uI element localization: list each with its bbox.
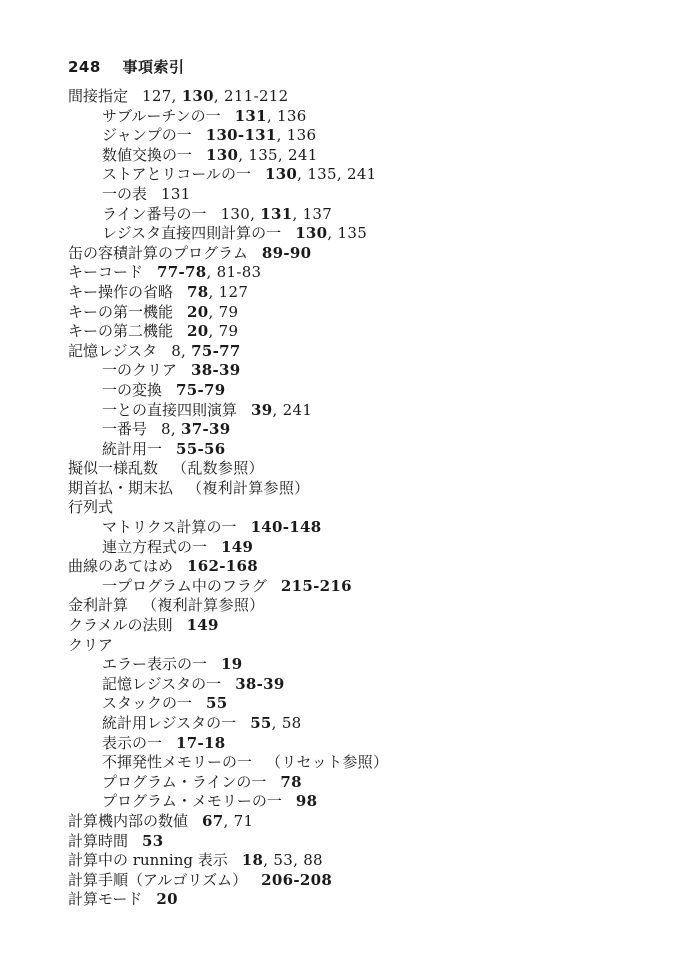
index-subentry: [68, 224, 668, 244]
index-page-refs: 130, 135: [295, 224, 368, 243]
index-entry: [68, 812, 668, 832]
index-entry: [68, 498, 668, 518]
index-term: 計算時間: [68, 831, 129, 850]
index-term: 記憶レジスタ: [68, 341, 158, 360]
index-page-refs: 130, 131, 137: [220, 204, 333, 223]
index-page-refs: 19: [221, 655, 243, 674]
index-term: 行列式: [68, 498, 114, 517]
index-subentry: [68, 165, 668, 185]
index-term: クリア: [68, 635, 114, 654]
index-page-refs: （リセット参照）: [266, 753, 389, 772]
index-term: プログラム・ラインの一: [102, 772, 267, 791]
index-subentry: [68, 401, 668, 421]
index-entry: [68, 459, 668, 479]
index-page-refs: 8, 37-39: [161, 420, 231, 439]
index-page-refs: 130-131, 136: [205, 126, 317, 145]
index-term: エラー表示の一: [102, 655, 208, 674]
index-page-refs: 89-90: [261, 243, 312, 262]
index-entry-list: [68, 87, 668, 910]
index-page-refs: 77-78, 81-83: [157, 263, 262, 282]
index-page-refs: 140-148: [250, 518, 322, 537]
index-subentry: [68, 185, 668, 205]
index-entry: [68, 479, 668, 499]
page-title: 事項索引: [122, 58, 185, 76]
index-page-refs: 53: [142, 831, 164, 850]
index-page-refs: 78, 127: [187, 282, 249, 301]
index-entry: [68, 263, 668, 283]
index-term: 缶の容積計算のプログラム: [68, 243, 248, 262]
index-term: キーコード: [68, 263, 144, 282]
index-page-refs: （複利計算参照）: [142, 596, 265, 615]
index-page-refs: 18, 53, 88: [241, 851, 323, 870]
index-subentry: [68, 518, 668, 538]
index-term: 期首払・期末払: [68, 478, 174, 497]
index-entry: [68, 636, 668, 656]
index-term: キーの第一機能: [68, 302, 174, 321]
index-page-refs: 55, 58: [250, 714, 302, 732]
index-entry: [68, 244, 668, 264]
index-subentry: [68, 440, 668, 460]
index-subentry: [68, 107, 668, 127]
index-entry: [68, 557, 668, 577]
index-term: ストアとリコールの一: [102, 165, 251, 184]
index-term: ライン番号の一: [102, 204, 207, 223]
index-term: 一の変換: [102, 380, 163, 399]
index-subentry: [68, 714, 668, 734]
index-entry: [68, 322, 668, 342]
index-term: 曲線のあてはめ: [68, 557, 174, 576]
index-subentry: [68, 753, 668, 773]
index-term: 計算手順（アルゴリズム）: [68, 870, 248, 889]
index-term: キー操作の省略: [68, 282, 174, 301]
index-term: クラメルの法則: [68, 616, 173, 635]
index-subentry: [68, 126, 668, 146]
index-page-refs: 130, 135, 241: [264, 165, 377, 184]
index-term: キーの第二機能: [68, 322, 174, 341]
index-subentry: [68, 655, 668, 675]
index-entry: [68, 832, 668, 852]
index-subentry: [68, 361, 668, 381]
index-term: 間接指定: [68, 87, 129, 105]
index-page-refs: 78: [280, 772, 302, 791]
index-term: 統計用一: [102, 439, 163, 458]
index-subentry: [68, 792, 668, 812]
index-page-refs: 55: [206, 694, 228, 713]
index-subentry: [68, 381, 668, 401]
index-term: プログラム・メモリーの一: [102, 792, 282, 811]
index-entry: [68, 342, 668, 362]
index-term: マトリクス計算の一: [102, 518, 237, 537]
index-page-refs: 75-79: [176, 380, 226, 399]
index-page-refs: 131, 136: [234, 106, 307, 125]
index-term: 不揮発性メモリーの一: [102, 753, 253, 772]
index-term: 一プログラム中のフラグ: [102, 576, 267, 595]
index-term: 計算機内部の数値: [68, 811, 189, 830]
index-entry: [68, 871, 668, 891]
index-term: レジスタ直接四則計算の一: [102, 224, 282, 243]
index-page-refs: （複利計算参照）: [187, 478, 310, 497]
index-subentry: [68, 675, 668, 695]
index-page-refs: 55-56: [176, 439, 226, 458]
index-term: 連立方程式の一: [102, 537, 208, 556]
index-entry: [68, 616, 668, 636]
index-entry: [68, 303, 668, 323]
index-entry: [68, 87, 668, 107]
index-term: スタックの一: [102, 694, 193, 713]
index-page-refs: 38-39: [235, 674, 285, 693]
index-page-refs: 20, 79: [187, 322, 239, 341]
index-term: 計算モード: [68, 890, 143, 909]
page-header: [68, 56, 185, 77]
index-term: ジャンプの一: [102, 126, 192, 145]
page-number: 248: [68, 58, 101, 76]
index-term: 一のクリア: [102, 361, 178, 380]
index-entry: [68, 851, 668, 871]
index-page-refs: 127, 130, 211-212: [142, 87, 289, 105]
index-page-refs: 130, 135, 241: [206, 145, 318, 164]
index-page-refs: 149: [221, 537, 254, 556]
index-page-refs: 8, 75-77: [171, 341, 241, 360]
index-page-refs: 67, 71: [202, 811, 254, 830]
index-page-refs: 20, 79: [187, 302, 239, 321]
index-subentry: [68, 420, 668, 440]
index-subentry: [68, 146, 668, 166]
index-page-refs: （乱数参照）: [172, 459, 264, 478]
index-term: 一番号: [102, 420, 148, 439]
index-term: サブルーチンの一: [102, 106, 221, 125]
index-term: 統計用レジスタの一: [102, 714, 237, 732]
index-page-refs: 39, 241: [251, 400, 313, 419]
index-page-refs: 131: [161, 184, 191, 203]
index-entry: [68, 890, 668, 910]
index-subentry: [68, 734, 668, 754]
index-term: 擬似一様乱数: [68, 459, 159, 478]
index-term: 表示の一: [102, 733, 163, 752]
index-term: 一との直接四則演算: [102, 400, 238, 419]
index-page-refs: 98: [295, 792, 318, 811]
index-term: 計算中の running 表示: [68, 851, 228, 870]
index-page-refs: 215-216: [280, 576, 352, 595]
index-entry: [68, 596, 668, 616]
index-term: 金利計算: [68, 596, 129, 615]
index-entry: [68, 283, 668, 303]
index-term: 記憶レジスタの一: [102, 674, 222, 693]
index-page-refs: 206-208: [261, 870, 333, 889]
index-page-refs: 162-168: [187, 557, 258, 576]
index-term: 数値交換の一: [102, 145, 193, 164]
index-page-refs: 20: [156, 890, 178, 909]
index-subentry: [68, 694, 668, 714]
index-page-refs: 38-39: [191, 361, 241, 380]
index-term: 一の表: [102, 184, 148, 203]
index-subentry: [68, 577, 668, 597]
index-subentry: [68, 538, 668, 558]
index-subentry: [68, 205, 668, 225]
index-page-refs: 17-18: [176, 733, 226, 752]
index-page-refs: 149: [186, 616, 219, 635]
index-subentry: [68, 773, 668, 793]
